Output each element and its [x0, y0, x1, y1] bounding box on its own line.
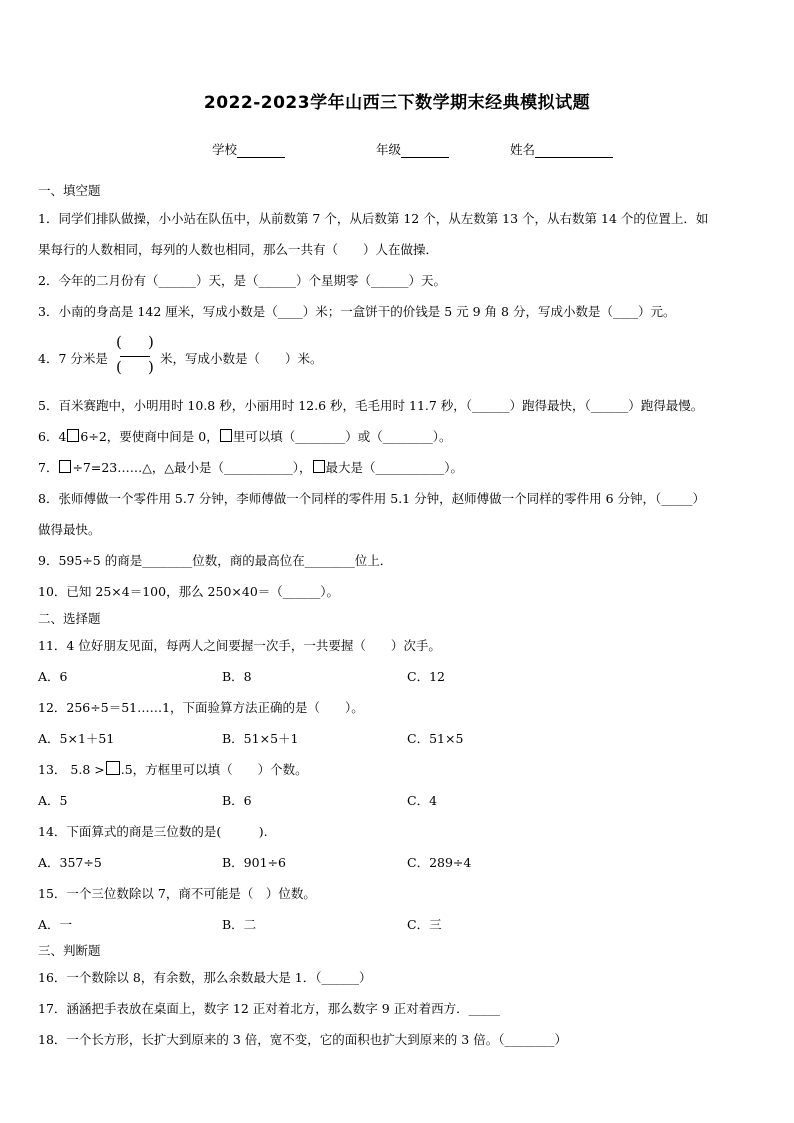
- option-a[interactable]: A．5×1＋51: [38, 731, 115, 746]
- question-8-line-1: 8．张师傅做一个零件用 5.7 分钟，李师傅做一个同样的零件用 5.1 分钟，赵师傅做一个同样的零件用 6 分钟，（_____）: [38, 491, 706, 506]
- question-6: [38, 427, 451, 445]
- option-c[interactable]: C．51×5: [407, 731, 464, 746]
- option-b[interactable]: B．51×5＋1: [222, 731, 299, 746]
- question-17: 17．涵涵把手表放在桌面上，数字 12 正对着北方，那么数字 9 正对着西方．_____: [38, 1001, 500, 1016]
- option-c[interactable]: C．4: [407, 793, 438, 808]
- fraction-denominator-close: ): [148, 358, 154, 376]
- question-7-part-c: 最大是（___________）。: [325, 460, 464, 475]
- grade-blank[interactable]: [401, 144, 449, 158]
- fraction-bar: [120, 356, 150, 357]
- option-c[interactable]: C．12: [407, 669, 445, 684]
- question-6-part-c: 里可以填（________）或（________）。: [232, 429, 452, 444]
- box-symbol: [67, 429, 79, 442]
- question-4-prefix: 4．7 分米是: [38, 351, 108, 366]
- school-blank[interactable]: [237, 144, 285, 158]
- option-a[interactable]: A．一: [38, 917, 73, 932]
- section-true-false: 三、判断题: [38, 943, 101, 958]
- box-symbol: [106, 761, 120, 775]
- question-14: 14．下面算式的商是三位数的是( ).: [38, 824, 268, 839]
- option-a[interactable]: A．357÷5: [38, 855, 102, 870]
- question-9: 9．595÷5 的商是________位数，商的最高位在________位上．: [38, 553, 393, 568]
- question-6-part-a: 6．4: [38, 429, 67, 444]
- fraction-denominator-open: (: [116, 358, 122, 376]
- question-13-number: 13．: [38, 762, 67, 777]
- question-13-text: .5，方框里可以填（ ）个数。: [120, 762, 308, 777]
- question-6-part-b: 6÷2，要使商中间是 0，: [80, 429, 219, 444]
- option-b[interactable]: B．二: [222, 917, 257, 932]
- option-c[interactable]: C．289÷4: [407, 855, 472, 870]
- question-15: 15．一个三位数除以 7，商不可能是（ ）位数。: [38, 886, 316, 901]
- grade-label: 年级: [376, 142, 402, 157]
- option-c[interactable]: C．三: [407, 917, 442, 932]
- question-13-expression: 5.8 >: [70, 762, 105, 777]
- fraction-numerator-close: ): [148, 333, 154, 351]
- option-b[interactable]: B．8: [222, 669, 252, 684]
- option-a[interactable]: A．5: [38, 793, 68, 808]
- option-a[interactable]: A．6: [38, 669, 68, 684]
- question-10: 10．已知 25×4＝100，那么 250×40＝（______）。: [38, 584, 340, 599]
- name-field: [510, 140, 613, 158]
- box-symbol: [220, 429, 232, 442]
- question-16: 16．一个数除以 8，有余数，那么余数最大是 1．（______）: [38, 970, 372, 985]
- question-4-suffix: 米，写成小数是（ ）米。: [160, 351, 323, 366]
- question-1-line-2: 果每行的人数相同，每列的人数也相同，那么一共有（ ）人在做操．: [38, 242, 439, 257]
- question-2: 2．今年的二月份有（______）天，是（______）个星期零（______）天。: [38, 273, 446, 288]
- fraction-numerator-open: (: [116, 333, 122, 351]
- question-8-line-2: 做得最快。: [38, 522, 101, 537]
- name-label: 姓名: [510, 142, 536, 157]
- section-fill-in: 一、填空题: [38, 183, 101, 198]
- option-b[interactable]: B．901÷6: [222, 855, 286, 870]
- question-7: [38, 458, 463, 476]
- question-1-line-1: 1．同学们排队做操，小小站在队伍中，从前数第 7 个，从后数第 12 个，从左数第 13 个，从右数第 14 个的位置上．如: [38, 211, 709, 226]
- question-7-part-a: 7．: [38, 460, 59, 475]
- school-label: 学校: [212, 142, 238, 157]
- box-symbol: [313, 460, 325, 473]
- question-5: 5．百米赛跑中，小明用时 10.8 秒，小丽用时 12.6 秒，毛毛用时 11.7 秒，（______）跑得最快，（______）跑得最慢。: [38, 398, 704, 413]
- school-field: [212, 140, 285, 158]
- question-13: [38, 760, 308, 778]
- question-7-part-b: ÷7=23……△，△最小是（___________），: [72, 460, 312, 475]
- box-symbol: [59, 460, 71, 473]
- question-11: 11．4 位好朋友见面，每两人之间要握一次手，一共要握（ ）次手。: [38, 638, 441, 653]
- option-b[interactable]: B．6: [222, 793, 252, 808]
- question-3: 3．小南的身高是 142 厘米，写成小数是（____）米；一盒饼干的价钱是 5 元 9 角 8 分，写成小数是（____）元。: [38, 304, 676, 319]
- question-18: 18．一个长方形，长扩大到原来的 3 倍，宽不变，它的面积也扩大到原来的 3 倍。（________）: [38, 1032, 567, 1047]
- fraction-blank[interactable]: [114, 333, 158, 381]
- grade-field: [376, 140, 449, 158]
- page-title: 2022-2023学年山西三下数学期末经典模拟试题: [203, 93, 591, 113]
- section-multiple-choice: 二、选择题: [38, 611, 101, 626]
- name-blank[interactable]: [535, 144, 613, 158]
- question-12: 12．256÷5＝51……1，下面验算方法正确的是（ ）。: [38, 700, 364, 715]
